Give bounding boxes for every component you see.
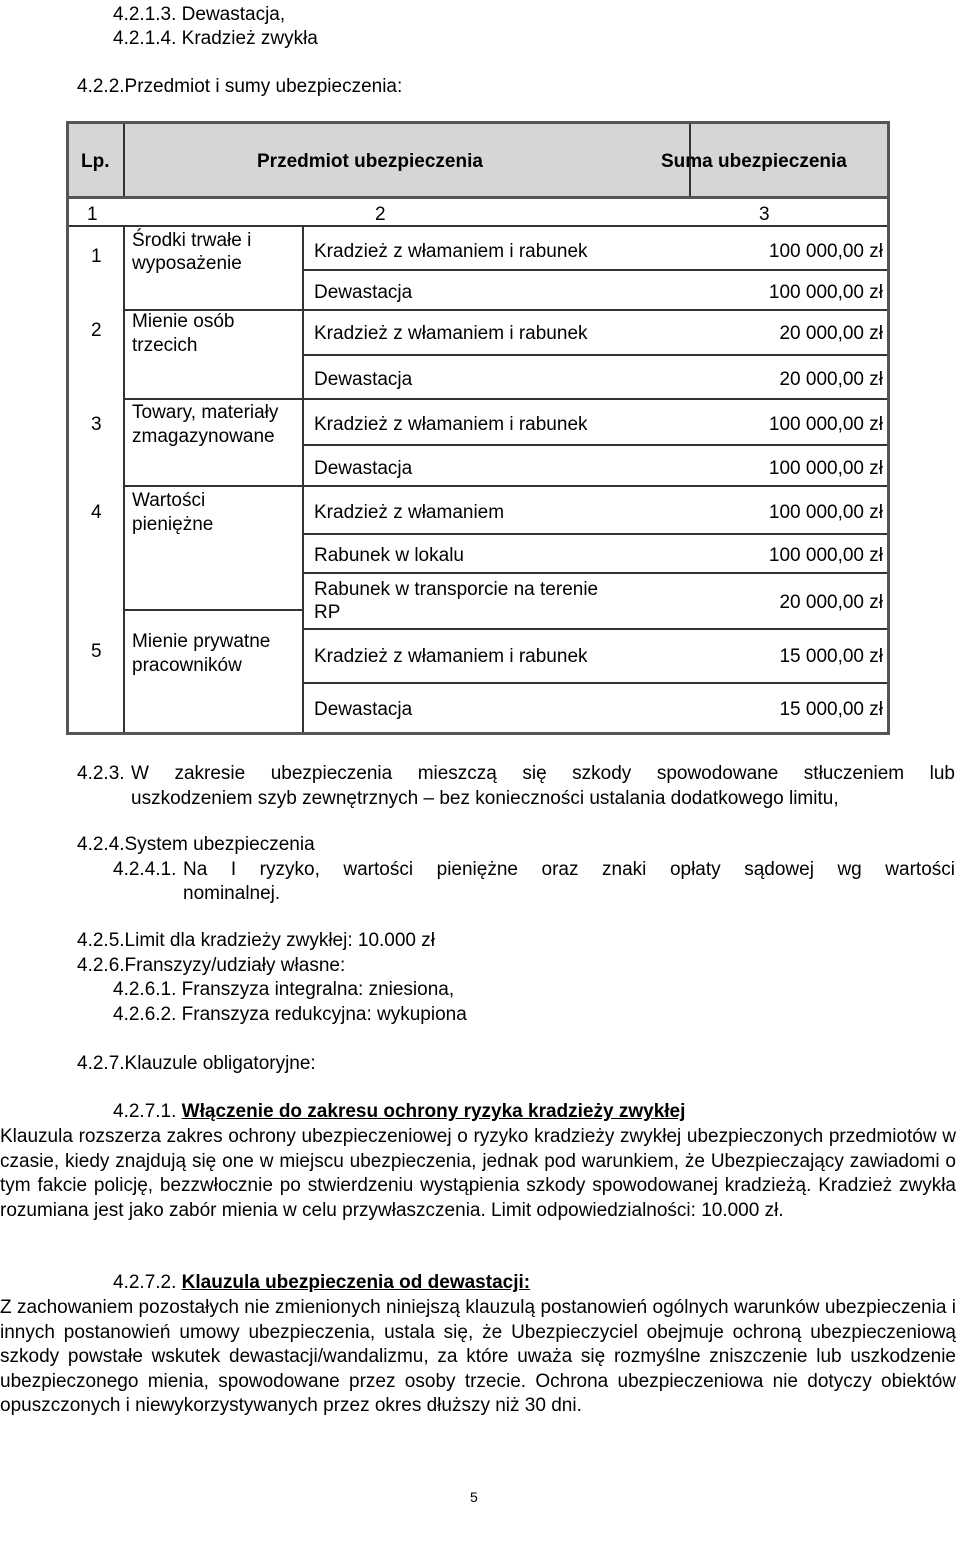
list-item-4-2-1-3: 4.2.1.3. Dewastacja, — [113, 4, 286, 25]
risk-cell: Dewastacja — [314, 699, 413, 720]
clause-title: Klauzula ubezpieczenia od dewastacji: — [181, 1272, 531, 1293]
group-lp: 5 — [91, 641, 102, 662]
group-divider — [123, 398, 303, 400]
header-sum: Suma ubezpieczenia — [661, 151, 847, 172]
section-text-4-2-4-1: Na I ryzyko, wartości pieniężne oraz znaki opłaty sądowej wg wartości — [183, 859, 955, 880]
row-divider — [302, 682, 887, 684]
section-text-4-2-4-1-cont: nominalnej. — [183, 883, 281, 904]
clause-number: 4.2.7.2. — [113, 1272, 182, 1293]
row-divider — [302, 572, 887, 574]
clause-heading-4-2-7-2 — [113, 1272, 530, 1294]
risk-cell: Dewastacja — [314, 458, 413, 479]
group-divider — [123, 609, 303, 611]
header-lp: Lp. — [81, 151, 110, 172]
group-name-line1: Towary, materiały — [132, 402, 279, 423]
clause-body-4-2-7-2: Z zachowaniem pozostałych nie zmienionych niniejszą klauzulą postanowień ogólnych warunków ubezpieczenia i innych postanowień umowy ubezpieczenia, ustala się, że Ubezpieczyciel obejmuje ochroną ubezpieczeniową szkody powstałe wskutek dewastacji/wandalizmu, za które uważa się rozmyślne zniszczenie lub uszkodzenie ubezpieczonego mienia, spowodowane przez osoby trzecie. Ochrona ubezpieczeniowa nie dotyczy obiektów opuszczonych i niewykorzystywanych przez okres dłuższy niż 30 dni. — [0, 1297, 956, 1416]
row-divider — [302, 354, 887, 356]
col-divider — [302, 227, 304, 732]
group-lp: 2 — [91, 320, 102, 341]
group-name-line1: Środki trwałe i — [132, 230, 252, 251]
row-divider — [302, 398, 887, 400]
group-name-line1: Wartości — [132, 490, 206, 511]
risk-cell: Kradzież z włamaniem i rabunek — [314, 646, 588, 667]
col-number-2: 2 — [375, 204, 386, 225]
section-number-4-2-3: 4.2.3. — [77, 763, 125, 784]
group-name-line2: trzecich — [132, 335, 198, 356]
risk-cell: Kradzież z włamaniem i rabunek — [314, 414, 588, 435]
section-number-4-2-4-1: 4.2.4.1. — [113, 859, 177, 880]
group-name-line1: Mienie osób — [132, 311, 235, 332]
row-divider — [302, 444, 887, 446]
clause-title: Włączenie do zakresu ochrony ryzyka kradzieży zwykłej — [181, 1101, 686, 1122]
section-text-4-2-3-cont: uszkodzeniem szyb zewnętrznych – bez konieczności ustalania dodatkowego limitu, — [131, 788, 839, 809]
group-lp: 1 — [91, 246, 102, 267]
risk-cell: Rabunek w transporcie na terenie — [314, 579, 599, 600]
risk-cell: Kradzież z włamaniem — [314, 502, 505, 523]
list-item-4-2-6-2: 4.2.6.2. Franszyza redukcyjna: wykupiona — [113, 1004, 467, 1025]
section-heading-4-2-4: 4.2.4.System ubezpieczenia — [77, 834, 315, 855]
section-heading-4-2-5: 4.2.5.Limit dla kradzieży zwykłej: 10.000 zł — [77, 930, 435, 951]
group-divider — [123, 485, 303, 487]
group-name-line1: Mienie prywatne — [132, 631, 271, 652]
sum-cell: 100 000,00 zł — [768, 458, 883, 479]
risk-cell: Dewastacja — [314, 369, 413, 390]
sum-cell: 20 000,00 zł — [779, 369, 883, 390]
page-number: 5 — [470, 1489, 478, 1505]
risk-cell: Kradzież z włamaniem i rabunek — [314, 241, 588, 262]
section-heading-4-2-7: 4.2.7.Klauzule obligatoryjne: — [77, 1053, 316, 1074]
sum-cell: 100 000,00 zł — [768, 241, 883, 262]
sum-cell: 100 000,00 zł — [768, 502, 883, 523]
sum-cell: 100 000,00 zł — [768, 414, 883, 435]
col-number-3: 3 — [759, 204, 770, 225]
header-divider — [123, 124, 125, 196]
row-divider — [302, 628, 887, 630]
section-heading-4-2-2: 4.2.2.Przedmiot i sumy ubezpieczenia: — [77, 76, 403, 97]
sum-cell: 15 000,00 zł — [779, 699, 883, 720]
col-divider — [123, 227, 125, 732]
risk-cell: Rabunek w lokalu — [314, 545, 464, 566]
risk-cell-cont: RP — [314, 602, 341, 623]
group-name-line2: wyposażenie — [132, 253, 242, 274]
clause-body-4-2-7-1: Klauzula rozszerza zakres ochrony ubezpieczeniowej o ryzyko kradzieży zwykłej ubezpieczonych przedmiotów w czasie, kiedy znajdują się one w miejscu ubezpieczenia, jednak pod warunkiem, że Ubezpieczający zawiadomi o tym fakcie policję, bezzwłocznie po stwierdzeniu wystąpienia szkody spowodowanej kradzieżą. Kradzież zwykła rozumiana jest jako zabór mienia w celu przywłaszczenia. Limit odpowiedzialności: 10.000 zł. — [0, 1126, 956, 1221]
list-item-4-2-6-1: 4.2.6.1. Franszyza integralna: zniesiona, — [113, 979, 455, 1000]
section-text-4-2-3: W zakresie ubezpieczenia mieszczą się szkody spowodowane stłuczeniem lub — [131, 763, 955, 784]
risk-cell: Dewastacja — [314, 282, 413, 303]
row-divider — [69, 225, 887, 227]
row-divider — [302, 269, 887, 271]
section-heading-4-2-6: 4.2.6.Franszyzy/udziały własne: — [77, 955, 346, 976]
group-lp: 3 — [91, 414, 102, 435]
sum-cell: 20 000,00 zł — [779, 592, 883, 613]
clause-heading-4-2-7-1 — [113, 1101, 685, 1123]
clause-number: 4.2.7.1. — [113, 1101, 182, 1122]
sum-cell: 100 000,00 zł — [768, 545, 883, 566]
sum-cell: 100 000,00 zł — [768, 282, 883, 303]
col-number-1: 1 — [87, 204, 98, 225]
group-name-line2: pieniężne — [132, 514, 214, 535]
row-divider — [302, 309, 887, 311]
insurance-sums-table — [66, 121, 890, 735]
row-divider — [302, 485, 887, 487]
group-name-line2: zmagazynowane — [132, 426, 275, 447]
list-item-4-2-1-4: 4.2.1.4. Kradzież zwykła — [113, 28, 318, 49]
row-divider — [302, 533, 887, 535]
group-name-line2: pracowników — [132, 655, 242, 676]
sum-cell: 15 000,00 zł — [779, 646, 883, 667]
risk-cell: Kradzież z włamaniem i rabunek — [314, 323, 588, 344]
group-lp: 4 — [91, 502, 102, 523]
header-subject: Przedmiot ubezpieczenia — [257, 151, 483, 172]
sum-cell: 20 000,00 zł — [779, 323, 883, 344]
